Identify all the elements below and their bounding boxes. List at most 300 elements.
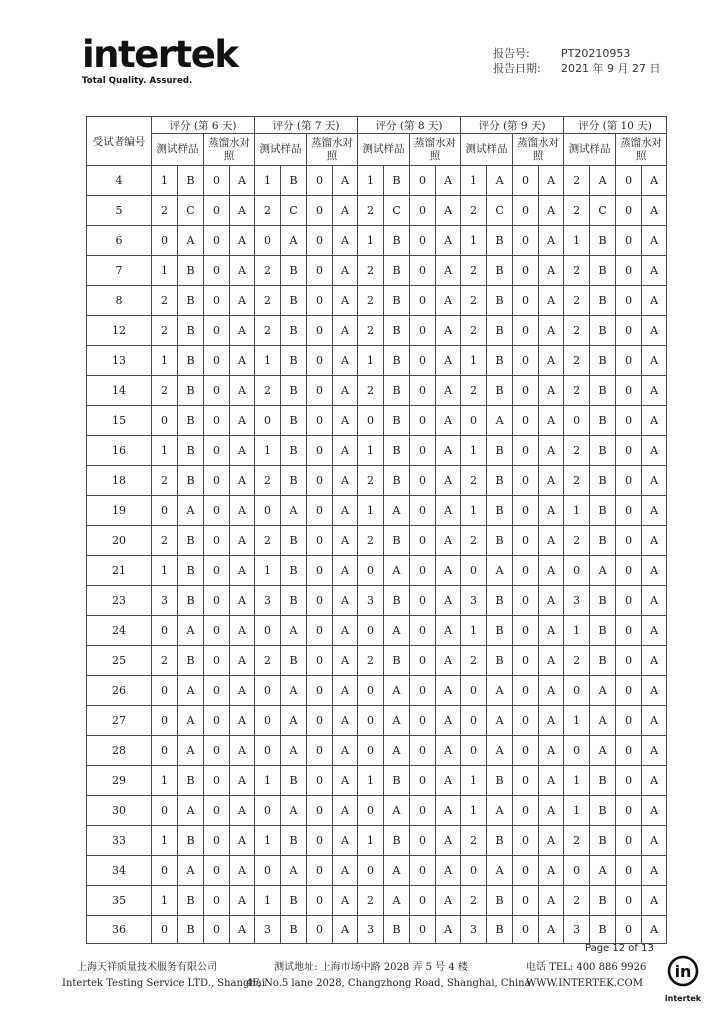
table-row	[87, 196, 667, 226]
table-row	[87, 616, 667, 646]
score-cell: 0	[616, 346, 642, 376]
score-cell: A	[333, 406, 358, 436]
score-cell: B	[384, 406, 410, 436]
score-cell: B	[178, 256, 204, 286]
score-cell: A	[642, 646, 667, 676]
report-number-label: 报告号:	[493, 47, 530, 60]
score-cell: 3	[564, 916, 590, 944]
score-cell: A	[333, 526, 358, 556]
score-cell: A	[539, 796, 564, 826]
score-cell: 1	[152, 826, 178, 856]
score-cell: 0	[204, 826, 230, 856]
score-cell: 0	[255, 616, 281, 646]
score-cell: 0	[616, 196, 642, 226]
score-cell: 0	[513, 376, 539, 406]
score-cell: B	[590, 496, 616, 526]
score-cell: 0	[410, 796, 436, 826]
score-cell: A	[333, 196, 358, 226]
score-cell: 3	[255, 586, 281, 616]
table-row	[87, 496, 667, 526]
score-cell: A	[230, 346, 255, 376]
score-cell: A	[436, 376, 461, 406]
score-cell: 1	[358, 436, 384, 466]
score-cell: A	[333, 496, 358, 526]
score-cell: A	[281, 736, 307, 766]
control-header: 蒸馏水对照	[616, 134, 667, 166]
score-cell: 0	[152, 406, 178, 436]
score-cell: 0	[307, 496, 333, 526]
website-url: WWW.INTERTEK.COM	[526, 978, 643, 989]
phone-number: 电话 TEL: 400 886 9926	[526, 962, 647, 973]
score-cell: 2	[564, 826, 590, 856]
score-cell: A	[539, 196, 564, 226]
score-cell: A	[230, 316, 255, 346]
score-cell: A	[230, 916, 255, 944]
score-cell: 0	[616, 226, 642, 256]
score-cell: 1	[358, 826, 384, 856]
score-cell: 1	[358, 226, 384, 256]
score-cell: A	[539, 676, 564, 706]
score-cell: A	[384, 556, 410, 586]
score-cell: 1	[255, 436, 281, 466]
score-cell: 0	[616, 646, 642, 676]
score-cell: B	[590, 286, 616, 316]
score-cell: 2	[152, 286, 178, 316]
score-cell: 0	[513, 826, 539, 856]
score-cell: B	[281, 916, 307, 944]
score-cell: 0	[410, 166, 436, 196]
score-cell: 0	[616, 676, 642, 706]
score-cell: 0	[410, 706, 436, 736]
score-cell: 0	[307, 196, 333, 226]
score-cell: A	[487, 676, 513, 706]
score-cell: 2	[564, 376, 590, 406]
score-cell: B	[384, 436, 410, 466]
score-cell: A	[178, 856, 204, 886]
score-table-body	[87, 166, 667, 944]
score-cell: A	[590, 676, 616, 706]
score-cell: A	[539, 706, 564, 736]
score-cell: A	[333, 586, 358, 616]
score-cell: A	[333, 766, 358, 796]
score-cell: B	[281, 526, 307, 556]
score-cell: 0	[152, 706, 178, 736]
score-cell: A	[333, 346, 358, 376]
table-row	[87, 916, 667, 944]
score-cell: A	[539, 556, 564, 586]
score-cell: 0	[152, 496, 178, 526]
score-cell: A	[436, 226, 461, 256]
score-cell: B	[178, 646, 204, 676]
table-row	[87, 226, 667, 256]
score-cell: B	[590, 616, 616, 646]
table-row	[87, 526, 667, 556]
score-cell: A	[230, 886, 255, 916]
score-cell: A	[436, 496, 461, 526]
score-cell: A	[281, 796, 307, 826]
subject-id-cell: 35	[87, 886, 152, 916]
score-cell: 0	[616, 706, 642, 736]
score-cell: A	[642, 766, 667, 796]
score-cell: 0	[513, 556, 539, 586]
score-cell: A	[642, 166, 667, 196]
score-cell: 0	[255, 676, 281, 706]
score-cell: 0	[307, 376, 333, 406]
score-cell: A	[436, 556, 461, 586]
score-cell: 2	[358, 256, 384, 286]
subject-id-header: 受试者编号	[87, 117, 152, 166]
score-cell: A	[539, 466, 564, 496]
logo-wordmark: intertek	[82, 33, 238, 76]
test-sample-header: 测试样品	[358, 134, 410, 166]
score-cell: 0	[410, 496, 436, 526]
table-row	[87, 406, 667, 436]
table-row	[87, 166, 667, 196]
score-cell: A	[436, 616, 461, 646]
score-cell: 1	[461, 436, 487, 466]
score-cell: A	[436, 196, 461, 226]
company-name-en: Intertek Testing Service LTD., Shanghai	[62, 978, 265, 989]
score-cell: 0	[513, 916, 539, 944]
score-cell: 0	[204, 406, 230, 436]
score-cell: B	[281, 376, 307, 406]
score-cell: 0	[307, 856, 333, 886]
score-cell: A	[436, 256, 461, 286]
score-cell: 0	[410, 376, 436, 406]
score-cell: 0	[255, 406, 281, 436]
score-cell: A	[539, 766, 564, 796]
subject-id-cell: 6	[87, 226, 152, 256]
score-cell: 0	[616, 586, 642, 616]
score-cell: A	[333, 436, 358, 466]
score-cell: 1	[255, 886, 281, 916]
score-cell: 0	[410, 256, 436, 286]
score-cell: B	[384, 346, 410, 376]
score-cell: A	[230, 586, 255, 616]
score-cell: 0	[307, 466, 333, 496]
score-cell: A	[642, 196, 667, 226]
score-cell: 0	[513, 316, 539, 346]
score-cell: 0	[307, 916, 333, 944]
score-cell: 0	[461, 556, 487, 586]
score-cell: 2	[564, 286, 590, 316]
score-cell: 0	[204, 706, 230, 736]
score-cell: 0	[410, 526, 436, 556]
table-row	[87, 826, 667, 856]
score-cell: 0	[410, 196, 436, 226]
score-cell: B	[384, 376, 410, 406]
score-cell: A	[436, 346, 461, 376]
score-cell: A	[384, 796, 410, 826]
score-cell: 0	[410, 676, 436, 706]
score-cell: A	[590, 556, 616, 586]
score-cell: A	[642, 826, 667, 856]
score-cell: 2	[255, 196, 281, 226]
score-cell: A	[642, 256, 667, 286]
score-cell: 0	[513, 676, 539, 706]
day-header-1: 评分 (第 7 天)	[255, 117, 358, 134]
score-cell: A	[642, 406, 667, 436]
score-cell: B	[487, 466, 513, 496]
report-number: PT20210953	[561, 47, 631, 60]
score-cell: 1	[564, 766, 590, 796]
score-cell: 0	[410, 766, 436, 796]
subject-id-cell: 30	[87, 796, 152, 826]
score-cell: 2	[564, 196, 590, 226]
score-cell: 0	[616, 796, 642, 826]
score-cell: 2	[152, 646, 178, 676]
score-cell: 0	[461, 736, 487, 766]
subject-id-cell: 34	[87, 856, 152, 886]
score-cell: B	[590, 466, 616, 496]
score-cell: B	[487, 286, 513, 316]
score-cell: 0	[616, 406, 642, 436]
table-row	[87, 766, 667, 796]
score-cell: A	[281, 706, 307, 736]
score-cell: A	[436, 856, 461, 886]
score-cell: 2	[461, 376, 487, 406]
score-cell: A	[539, 646, 564, 676]
score-cell: 1	[255, 556, 281, 586]
score-cell: A	[333, 916, 358, 944]
score-cell: A	[384, 616, 410, 646]
score-cell: 2	[564, 166, 590, 196]
score-cell: 0	[307, 556, 333, 586]
score-cell: A	[487, 856, 513, 886]
score-cell: B	[487, 766, 513, 796]
score-cell: B	[487, 436, 513, 466]
table-row	[87, 856, 667, 886]
score-cell: B	[281, 286, 307, 316]
score-cell: 2	[461, 316, 487, 346]
score-cell: A	[178, 796, 204, 826]
score-cell: 1	[358, 766, 384, 796]
score-cell: 1	[461, 166, 487, 196]
score-cell: A	[642, 316, 667, 346]
score-cell: A	[436, 766, 461, 796]
table-row	[87, 736, 667, 766]
score-cell: 1	[461, 226, 487, 256]
score-cell: A	[590, 856, 616, 886]
score-cell: A	[333, 886, 358, 916]
score-cell: A	[230, 196, 255, 226]
score-cell: 0	[410, 886, 436, 916]
score-cell: 0	[461, 406, 487, 436]
score-cell: A	[333, 316, 358, 346]
score-cell: 0	[513, 856, 539, 886]
subject-id-cell: 26	[87, 676, 152, 706]
subject-id-cell: 20	[87, 526, 152, 556]
score-cell: B	[487, 496, 513, 526]
score-cell: A	[436, 526, 461, 556]
score-cell: B	[281, 466, 307, 496]
score-cell: A	[539, 526, 564, 556]
control-header: 蒸馏水对照	[204, 134, 255, 166]
score-cell: 1	[152, 436, 178, 466]
score-cell: 0	[307, 286, 333, 316]
score-cell: A	[333, 466, 358, 496]
score-cell: A	[642, 466, 667, 496]
score-cell: 3	[358, 916, 384, 944]
score-cell: B	[178, 376, 204, 406]
score-cell: B	[281, 406, 307, 436]
score-cell: A	[384, 856, 410, 886]
score-cell: 0	[616, 466, 642, 496]
footer-company	[62, 960, 265, 992]
report-number-row	[493, 46, 660, 61]
score-cell: 0	[410, 436, 436, 466]
score-cell: 0	[204, 886, 230, 916]
score-cell: B	[178, 166, 204, 196]
score-cell: 2	[255, 646, 281, 676]
score-cell: A	[487, 736, 513, 766]
score-cell: B	[384, 286, 410, 316]
score-cell: A	[384, 706, 410, 736]
score-cell: 0	[513, 586, 539, 616]
test-sample-header: 测试样品	[255, 134, 307, 166]
score-cell: A	[436, 646, 461, 676]
score-cell: 1	[255, 826, 281, 856]
score-cell: B	[487, 256, 513, 286]
address-cn: 测试地址: 上海市场中路 2028 弄 5 号 4 楼	[274, 962, 468, 973]
score-cell: A	[230, 556, 255, 586]
score-cell: 0	[564, 406, 590, 436]
subject-id-cell: 4	[87, 166, 152, 196]
subject-id-cell: 15	[87, 406, 152, 436]
score-cell: A	[230, 646, 255, 676]
score-cell: B	[384, 526, 410, 556]
subject-id-cell: 12	[87, 316, 152, 346]
score-cell: 0	[410, 316, 436, 346]
score-cell: 1	[358, 496, 384, 526]
score-cell: A	[333, 736, 358, 766]
score-cell: A	[333, 706, 358, 736]
score-cell: 0	[513, 406, 539, 436]
score-cell: B	[487, 886, 513, 916]
score-cell: 0	[513, 496, 539, 526]
score-cell: A	[539, 586, 564, 616]
score-cell: 0	[513, 766, 539, 796]
score-cell: 2	[564, 886, 590, 916]
score-cell: 0	[307, 316, 333, 346]
score-cell: 2	[255, 286, 281, 316]
table-row	[87, 676, 667, 706]
score-cell: 0	[204, 286, 230, 316]
score-cell: A	[539, 316, 564, 346]
score-cell: A	[281, 676, 307, 706]
score-cell: 1	[461, 766, 487, 796]
score-cell: 0	[204, 166, 230, 196]
score-cell: B	[590, 916, 616, 944]
score-cell: 0	[307, 646, 333, 676]
score-cell: 0	[616, 736, 642, 766]
score-cell: A	[487, 556, 513, 586]
score-cell: A	[333, 286, 358, 316]
score-cell: 0	[307, 886, 333, 916]
score-cell: 0	[204, 796, 230, 826]
score-cell: B	[487, 346, 513, 376]
score-cell: B	[590, 316, 616, 346]
score-cell: A	[539, 736, 564, 766]
badge-mark: in	[674, 962, 692, 981]
subject-id-cell: 29	[87, 766, 152, 796]
score-cell: 2	[461, 526, 487, 556]
subject-id-cell: 21	[87, 556, 152, 586]
score-cell: 0	[410, 826, 436, 856]
score-cell: 2	[461, 196, 487, 226]
score-cell: A	[436, 316, 461, 346]
score-cell: 0	[255, 706, 281, 736]
score-cell: B	[384, 646, 410, 676]
score-cell: B	[384, 316, 410, 346]
score-cell: 2	[255, 526, 281, 556]
score-cell: A	[230, 826, 255, 856]
score-cell: A	[230, 496, 255, 526]
score-cell: A	[436, 886, 461, 916]
score-cell: A	[487, 406, 513, 436]
score-cell: B	[384, 826, 410, 856]
score-cell: 1	[255, 166, 281, 196]
score-cell: 0	[255, 796, 281, 826]
score-cell: 0	[307, 616, 333, 646]
score-cell: B	[178, 346, 204, 376]
score-cell: A	[230, 166, 255, 196]
header-row-days	[87, 117, 667, 134]
score-cell: 2	[358, 376, 384, 406]
score-cell: 0	[513, 736, 539, 766]
score-cell: 2	[564, 646, 590, 676]
score-cell: 0	[616, 316, 642, 346]
score-cell: A	[281, 616, 307, 646]
score-cell: A	[642, 496, 667, 526]
score-cell: A	[230, 736, 255, 766]
score-cell: A	[436, 736, 461, 766]
score-cell: A	[333, 226, 358, 256]
score-cell: 0	[461, 706, 487, 736]
score-cell: 2	[152, 196, 178, 226]
score-cell: 0	[564, 556, 590, 586]
score-cell: 0	[513, 196, 539, 226]
score-cell: 0	[307, 346, 333, 376]
score-cell: B	[487, 646, 513, 676]
report-date-label: 报告日期:	[493, 62, 541, 75]
score-cell: B	[384, 226, 410, 256]
score-cell: 0	[152, 916, 178, 944]
day-header-4: 评分 (第 10 天)	[564, 117, 667, 134]
score-cell: A	[230, 436, 255, 466]
subject-id-cell: 25	[87, 646, 152, 676]
score-cell: B	[281, 646, 307, 676]
score-cell: 0	[358, 856, 384, 886]
score-cell: B	[281, 826, 307, 856]
score-cell: 0	[616, 436, 642, 466]
score-cell: 0	[358, 796, 384, 826]
score-cell: B	[178, 556, 204, 586]
score-cell: A	[333, 796, 358, 826]
score-cell: 0	[307, 706, 333, 736]
score-cell: 0	[307, 526, 333, 556]
score-cell: 0	[358, 736, 384, 766]
score-cell: 0	[616, 256, 642, 286]
score-cell: A	[590, 706, 616, 736]
score-cell: B	[178, 826, 204, 856]
score-cell: 0	[307, 256, 333, 286]
score-cell: B	[590, 646, 616, 676]
score-cell: A	[230, 466, 255, 496]
score-cell: A	[384, 736, 410, 766]
score-cell: B	[281, 256, 307, 286]
score-cell: 2	[461, 646, 487, 676]
